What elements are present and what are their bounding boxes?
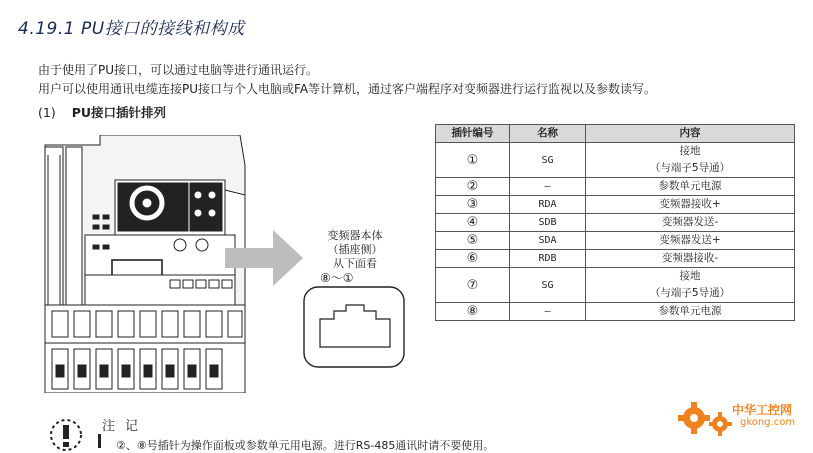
pin-number: ⑧: [436, 303, 510, 321]
pin-content: 变频器发送-: [586, 214, 795, 232]
pin-number: ①: [436, 143, 510, 178]
pin-number: ⑥: [436, 250, 510, 268]
table-row: [436, 178, 795, 196]
table-row: [436, 143, 795, 178]
pin-content: 参数单元电源: [586, 303, 795, 321]
caution-icon: [46, 417, 86, 453]
pin-number: ②: [436, 178, 510, 196]
pin-number: ⑦: [436, 268, 510, 303]
table-row: [436, 303, 795, 321]
section-heading: 4.19.1 PU接口的接线和构成: [18, 19, 245, 39]
intro-paragraph-2: 用户可以使用通讯电缆连接PU接口与个人电脑或FA等计算机，通过客户端程序对变频器进行运行监视以及参数读写。: [38, 82, 657, 96]
pin-number: ④: [436, 214, 510, 232]
pin-number: ③: [436, 196, 510, 214]
pin-content: 接地 （与端子5导通）: [586, 143, 795, 178]
pin-name: SG: [510, 268, 586, 303]
intro-paragraph-1: 由于使用了PU接口，可以通过电脑等进行通讯运行。: [38, 63, 319, 77]
subsection-heading: [38, 103, 166, 121]
connector-pin-range: ⑧～①: [320, 271, 354, 285]
table-row: [436, 268, 795, 303]
header-content: 内容: [586, 125, 795, 143]
pin-content: 变频器接收-: [586, 250, 795, 268]
note-title: 注记: [102, 419, 149, 434]
table-row: [436, 250, 795, 268]
pin-content: 变频器发送+: [586, 232, 795, 250]
table-row: [436, 214, 795, 232]
note-text: ②、⑧号插针为操作面板或参数单元用电源。进行RS-485通讯时请不要使用。: [116, 439, 495, 452]
gear-logo-icon: [676, 398, 736, 440]
pin-assignment-table: [435, 124, 795, 321]
watermark-name: 中华工控网: [732, 403, 793, 417]
subsection-title: PU接口插针排列: [71, 105, 167, 120]
pin-name: SG: [510, 143, 586, 178]
table-row: [436, 232, 795, 250]
table-row: [436, 196, 795, 214]
pin-name: —: [510, 303, 586, 321]
pin-content: 参数单元电源: [586, 178, 795, 196]
pin-name: RDA: [510, 196, 586, 214]
pin-content: 变频器接收+: [586, 196, 795, 214]
connector-caption-side: （插座侧）: [327, 243, 383, 256]
header-pin-number: 插针编号: [436, 125, 510, 143]
table-header-row: [436, 125, 795, 143]
subsection-number: (1): [38, 105, 56, 120]
pin-name: SDB: [510, 214, 586, 232]
header-name: 名称: [510, 125, 586, 143]
pin-name: RDB: [510, 250, 586, 268]
pin-number: ⑤: [436, 232, 510, 250]
direction-arrow: [225, 228, 305, 288]
watermark-url: gkong.com: [740, 417, 796, 428]
pin-name: SDA: [510, 232, 586, 250]
connector-caption-view: 从下面看: [333, 257, 377, 270]
pu-socket-icon: [302, 285, 407, 370]
pin-name: —: [510, 178, 586, 196]
note-bullet: [98, 434, 101, 448]
connector-caption-body: 变频器本体: [327, 229, 383, 242]
pin-content: 接地 （与端子5导通）: [586, 268, 795, 303]
